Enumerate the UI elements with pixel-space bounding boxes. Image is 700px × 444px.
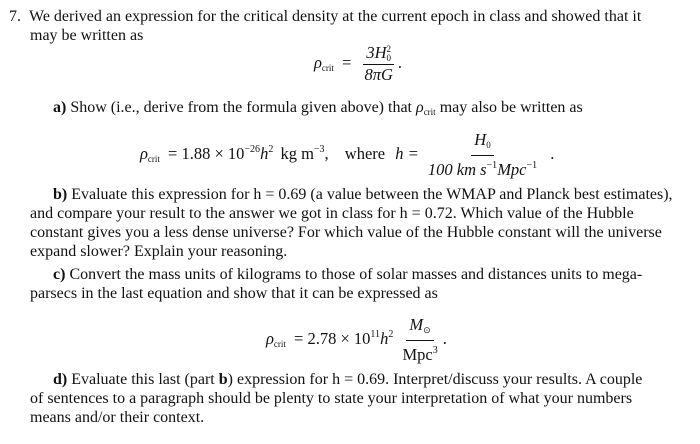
solar-mass-fraction: $\frac{M_⊙}{Mpc^3}$ — [402, 315, 438, 364]
rho-symbol: ρ — [314, 52, 322, 72]
problem-intro-line-2: may be written as — [30, 27, 144, 44]
part-d-label: d) — [53, 371, 68, 388]
part-a-label: a) — [53, 99, 67, 116]
problem-intro-text-1: We derived an expression for the critical density at the current epoch in class and showed that it — [29, 8, 642, 25]
part-c-paragraph: c) Convert the mass units of kilograms to those of solar masses and distances units to mega- parsecs in the last equation and show that it can be expressed as — [30, 266, 643, 302]
problem-intro-line-1 — [9, 8, 641, 26]
critical-density-equation: $\rho_{crit}$ = 3H 2 0 8πG . — [314, 43, 403, 85]
critical-density-fraction: 3H 2 0 8πG — [364, 43, 393, 85]
part-d-paragraph: d) Evaluate this last (part b) expression for h = 0.69. Interpret/discuss your results. A couple of sentences to a paragraph should be plenty to state your interpretation of what your numbers means and/or their context. — [30, 371, 643, 426]
hubble-fraction: $\frac{H_0}{100 km s^{-1}Mpc^{-1}}$ — [427, 130, 538, 179]
part-a-text: a) Show (i.e., derive from the formula given above) that $\rho_{crit}$ may also be written as — [53, 99, 583, 117]
part-a-equation: $\rho_{crit} = 1.88 \times 10^{-26}h^2$ kg $m^{-3}$, where h = $\frac{H_0}{100 km s^{-1}Mpc^{-1}}$ . — [140, 130, 555, 179]
problem-number: 7. — [9, 8, 21, 25]
part-c-label: c) — [53, 266, 66, 283]
part-b-label: b) — [53, 186, 68, 203]
part-b-paragraph: b) Evaluate this expression for h = 0.69 (a value between the WMAP and Planck best estimates), and compare your result to the answer we got in class for h = 0.72. Which value of the Hubble constant gives you a less dense universe? For which value of the Hubble constant will the universe expand slower? Explain your reasoning. — [30, 186, 673, 260]
part-c-equation: $\rho_{crit} = 2.78 \times 10^{11}h^2$ $\frac{M_⊙}{Mpc^3}$ . — [266, 315, 447, 364]
